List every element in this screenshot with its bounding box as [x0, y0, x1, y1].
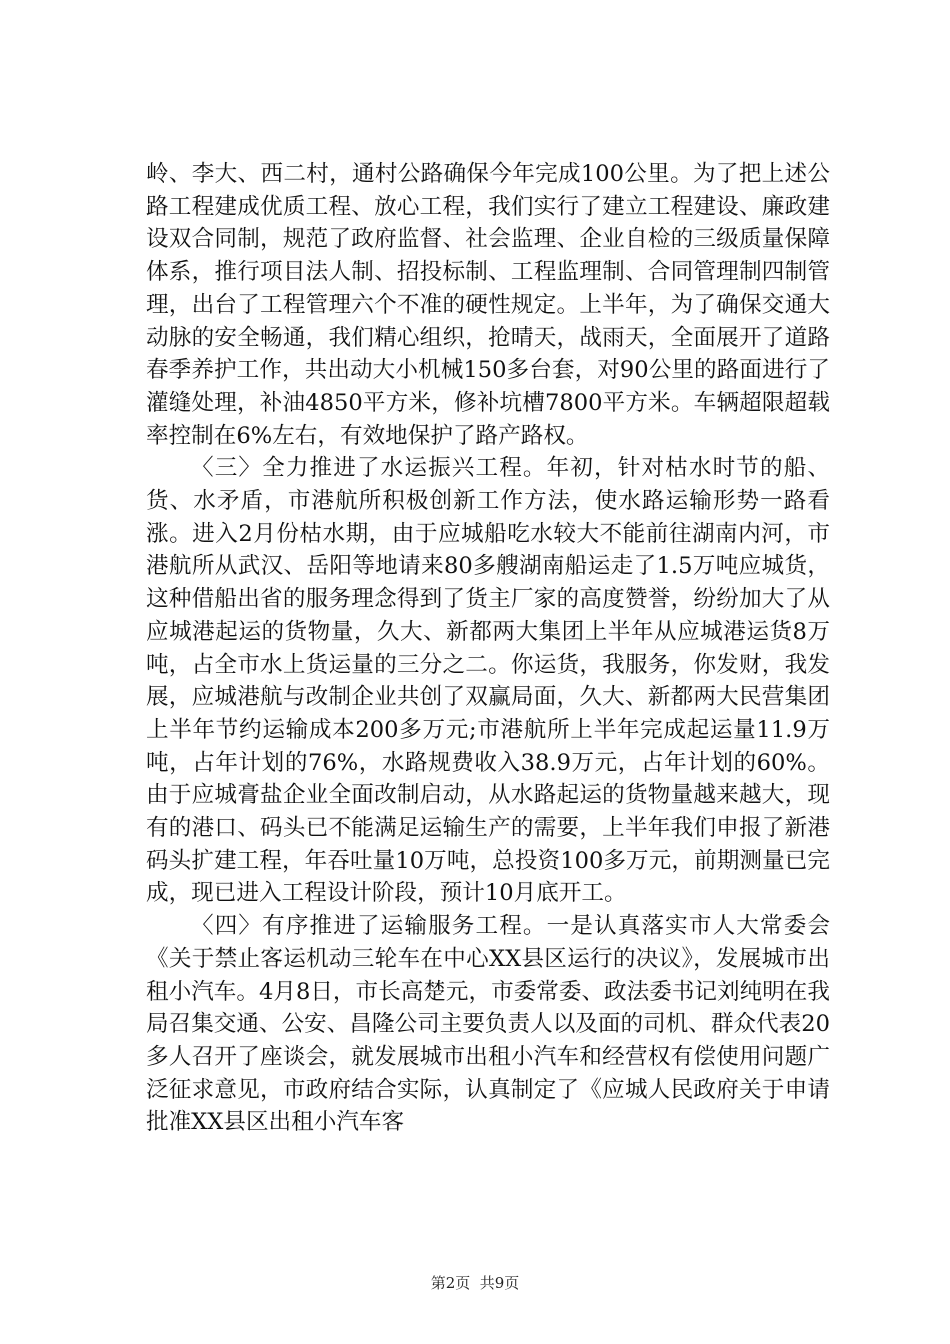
- paragraph-transport-service: 〈四〉有序推进了运输服务工程。一是认真落实市人大常委会《关于禁止客运机动三轮车在中心XX县区运行的决议》，发展城市出租小汽车。4月8日，市长高楚元，市委常委、政法委书记刘纯明在我局召集交通、公安、昌隆公司主要负责人以及面的司机、群众代表20多人召开了座谈会，就发展城市出租小汽车和经营权有偿使用问题广泛征求意见，市政府结合实际，认真制定了《应城人民政府关于申请批准XX县区出租小汽车客: [146, 913, 830, 1136]
- paragraph-road-works: 岭、李大、西二村，通村公路确保今年完成100公里。为了把上述公路工程建成优质工程、放心工程，我们实行了建立工程建设、廉政建设双合同制，规范了政府监督、社会监理、企业自检的三级质量保障体系，推行项目法人制、招投标制、工程监理制、合同管理制四制管理，出台了工程管理六个不准的硬性规定。上半年，为了确保交通大动脉的安全畅通，我们精心组织，抢晴天，战雨天，全面展开了道路春季养护工作，共出动大小机械150多台套，对90公里的路面进行了灌缝处理，补油4850平方米，修补坑槽7800平方米。车辆超限超载率控制在6%左右，有效地保护了路产路权。: [146, 161, 830, 449]
- paragraph-water-transport: 〈三〉全力推进了水运振兴工程。年初，针对枯水时节的船、货、水矛盾，市港航所积极创新工作方法，使水路运输形势一路看涨。进入2月份枯水期，由于应城船吃水较大不能前往湖南内河，市港航所从武汉、岳阳等地请来80多艘湖南船运走了1.5万吨应城货，这种借船出省的服务理念得到了货主厂家的高度赞誉，纷纷加大了从应城港起运的货物量，久大、新都两大集团上半年从应城港运货8万吨，占全市水上货运量的三分之二。你运货，我服务，你发财，我发展，应城港航与改制企业共创了双赢局面，久大、新都两大民营集团上半年节约运输成本200多万元;市港航所上半年完成起运量11.9万吨，占年计划的76%，水路规费收入38.9万元，占年计划的60%。由于应城膏盐企业全面改制启动，从水路起运的货物量越来越大，现有的港口、码头已不能满足运输生产的需要，上半年我们申报了新港码头扩建工程，年吞吐量10万吨，总投资100多万元，前期测量已完成，现已进入工程设计阶段，预计10月底开工。: [146, 455, 830, 907]
- document-body: [146, 158, 830, 1139]
- page-footer: 第2页 共9页: [430, 1274, 520, 1292]
